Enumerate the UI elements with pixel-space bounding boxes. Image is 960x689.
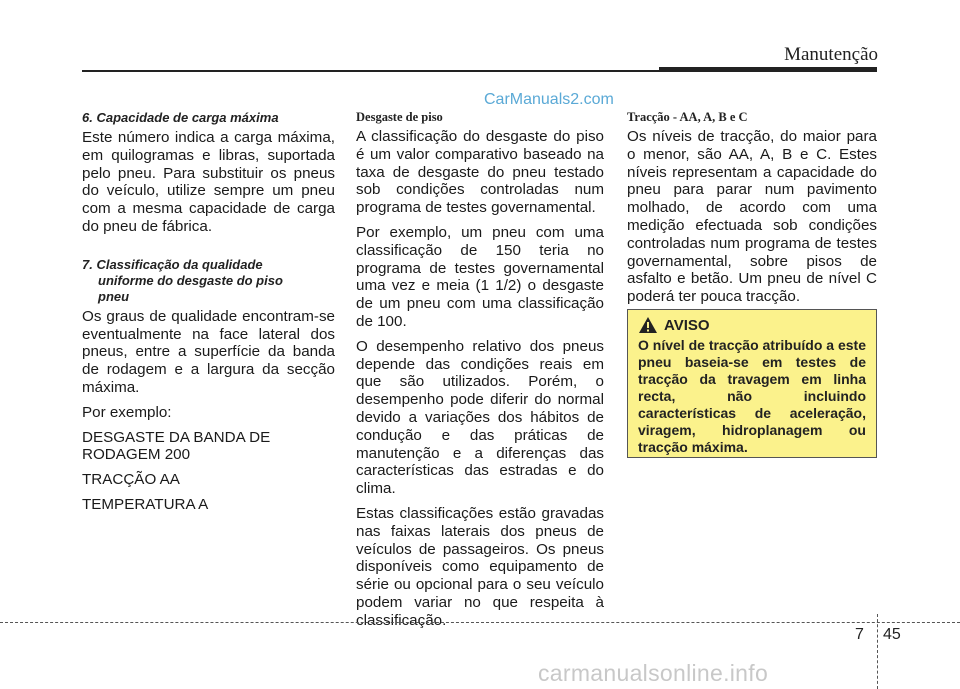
paragraph-traction: TRACÇÃO AA <box>82 471 180 489</box>
heading-quality-grading-line3: pneu <box>98 288 130 304</box>
warning-triangle-icon <box>638 316 658 334</box>
heading-load-capacity: 6. Capacidade de carga máxima <box>82 110 279 125</box>
section-title: Manutenção <box>784 44 878 65</box>
page-number: 45 <box>883 626 901 643</box>
warning-text: O nível de tracção atribuído a este pneu baseia-se em testes de tracção da travagem em linha recta, não incluindo características de aceleração, viragem, hidroplanagem ou tracção máxima. <box>638 337 866 455</box>
warning-box <box>627 309 877 458</box>
warning-title: AVISO <box>664 316 710 334</box>
paragraph-treadwear-2: Por exemplo, um pneu com uma classificação de 150 teria no programa de testes governamental uma vez e meia (1 1/2) o desgaste de um pneu com uma classificação de 100. <box>356 223 604 330</box>
column-1 <box>82 110 335 521</box>
column-3 <box>627 110 877 313</box>
paragraph-load-capacity: Este número indica a carga máxima, em quilogramas e libras, suportada pelo pneu. Para substituir os pneus do veículo, utilize sempre um pneu com a mesma capacidade de carga do pneu de fábrica. <box>82 129 335 235</box>
paragraph-treadwear-1: A classificação do desgaste do piso é um valor comparativo baseado na taxa de desgaste do pneu testado sob condições controladas num programa de testes governamental. <box>356 128 604 217</box>
watermark-bottom[interactable]: carmanualsonline.info <box>538 660 769 686</box>
paragraph-grades: Os graus de qualidade encontram-se eventualmente na face lateral dos pneus, entre a superfície da banda de rodagem e a largura da secção máxima. <box>82 307 335 396</box>
footer-rule <box>0 622 960 623</box>
header-rule-accent <box>659 67 877 72</box>
column-2 <box>356 110 604 637</box>
footer-divider <box>877 614 878 689</box>
heading-treadwear: Desgaste de piso <box>356 110 443 124</box>
heading-quality-grading-line2: uniforme do desgaste do piso <box>98 272 283 288</box>
paragraph-example: Por exemplo: <box>82 403 172 421</box>
warning-header <box>638 316 866 334</box>
paragraph-treadwear-4: Estas classificações estão gravadas nas faixas laterais dos pneus de veículos de passageiros. Os pneus disponíveis como equipamento de série ou opcional para o seu veículo podem variar no que respeita à classificação. <box>356 504 604 629</box>
paragraph-temperature: TEMPERATURA A <box>82 495 209 513</box>
chapter-number: 7 <box>855 626 864 643</box>
paragraph-traction-levels: Os níveis de tracção, do maior para o menor, são AA, A, B e C. Estes níveis representam a capacidade do pneu para parar num pavimento molhado, de acordo com uma medição efectuada sob condições controladas num programa de testes governamental, sobre pisos de asfalto e betão. Um pneu de nível C poderá ter pouca tracção. <box>627 128 877 306</box>
heading-quality-grading <box>82 257 335 305</box>
heading-traction: Tracção - AA, A, B e C <box>627 110 748 124</box>
watermark-top[interactable]: CarManuals2.com <box>484 91 614 108</box>
paragraph-treadwear: DESGASTE DA BANDA DE RODAGEM 200 <box>82 428 271 464</box>
paragraph-treadwear-3: O desempenho relativo dos pneus depende das condições reais em que são utilizados. Porém, o desempenho pode diferir do normal devido a variações dos hábitos de condução e das práticas de manutenção e a diferenças das características das estradas e do clima. <box>356 337 604 498</box>
heading-quality-grading-line1: 7. Classificação da qualidade <box>82 256 263 272</box>
